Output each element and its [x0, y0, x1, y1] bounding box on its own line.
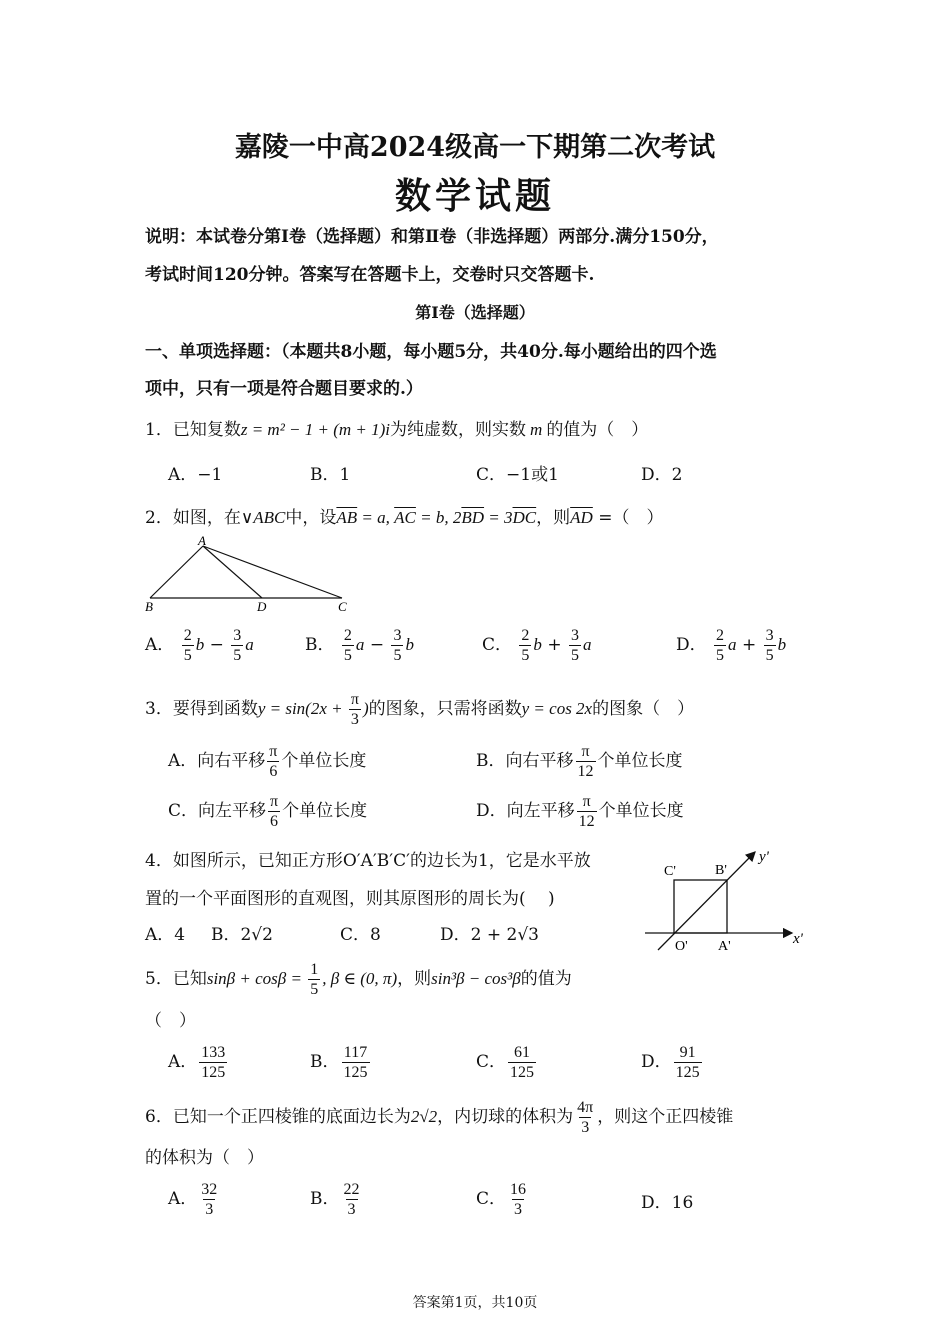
label-c-prime: C' [664, 864, 676, 879]
question-2-option-a: A． $\frac{2}{5}$ b − $\frac{3}{5}$ a [145, 627, 254, 664]
question-4-option-b: B．2√2 [211, 925, 273, 945]
question-5-option-b: B． $\frac{117}{125}$ [310, 1044, 368, 1081]
question-2-option-d: D． $\frac{2}{5}$ a + $\frac{3}{5}$ b [676, 627, 787, 664]
question-2-option-c: C． $\frac{2}{5}$ b + $\frac{3}{5}$ a [482, 627, 592, 664]
question-5-answer-paren: （ ） [145, 1011, 196, 1031]
question-5-option-a: A． $\frac{133}{125}$ [168, 1044, 226, 1081]
question-2-option-b: B． $\frac{2}{5}$ a − $\frac{3}{5}$ b [305, 627, 414, 664]
label-x-prime: x' [793, 931, 803, 947]
section-heading-line-2: 项中，只有一项是符合题目要求的.） [145, 379, 423, 399]
exam-title: 嘉陵一中高2024级高一下期第二次考试 [234, 132, 716, 163]
question-6-option-a: A． $\frac{32}{3}$ [168, 1181, 218, 1218]
question-6-stem-line-2: 的体积为（ ） [145, 1148, 264, 1168]
instructions-line-2: 考试时间120分钟。答案写在答题卡上，交卷时只交答题卡. [145, 265, 595, 285]
part-title: 第Ⅰ卷（选择题） [415, 303, 535, 322]
page-footer: 答案第1页，共10页 [412, 1295, 538, 1311]
label-o-prime: O' [675, 939, 688, 954]
point-label-c: C [338, 599, 347, 614]
question-2-stem: 2．如图，在∨ABC中，设$\overline{AB} = a$, $\overline{AC} = b$, $2\overline{BD} = 3\overline{DC}$，则$\overline{AD}$ =（ ） [145, 508, 664, 528]
question-4-stem-line-2: 置的一个平面图形的直观图，则其原图形的周长为( ) [145, 889, 555, 909]
label-b-prime: B' [715, 863, 727, 878]
question-4-option-c: C．8 [340, 925, 381, 945]
segment-ab [150, 546, 203, 598]
question-4-stem-line-1: 4．如图所示，已知正方形O′A′B′C′的边长为1，它是水平放 [145, 851, 591, 871]
point-label-d: D [257, 599, 267, 614]
question-1-option-b: B．1 [310, 465, 351, 485]
segment-ad [203, 546, 262, 598]
segment-ac [203, 546, 342, 598]
question-3-option-b: B．向右平移 $\frac{\pi}{12}$ 个单位长度 [476, 743, 683, 780]
section-heading-line-1: 一、单项选择题：（本题共8小题，每小题5分，共40分.每小题给出的四个选 [145, 342, 717, 362]
point-label-a: A [198, 536, 206, 548]
question-4-option-a: A．4 [145, 925, 186, 945]
question-6-stem: 6．已知一个正四棱锥的底面边长为2√2，内切球的体积为 $\frac{4\pi}{3}$ ，则这个正四棱锥 [145, 1099, 734, 1136]
question-4-option-d: D．2 + 2√3 [440, 925, 539, 945]
question-3-option-d: D．向左平移 $\frac{\pi}{12}$ 个单位长度 [476, 793, 684, 830]
question-6-option-b: B． $\frac{22}{3}$ [310, 1181, 360, 1218]
question-1-option-a: A．−1 [168, 465, 223, 485]
question-6-option-c: C． $\frac{16}{3}$ [476, 1181, 527, 1218]
label-y-prime: y' [759, 849, 769, 865]
question-1-option-d: D．2 [641, 465, 683, 485]
triangle-abc-figure [140, 536, 370, 616]
point-label-b: B [145, 599, 153, 614]
question-6-option-d: D．16 [641, 1193, 694, 1213]
question-3-option-a: A．向右平移 $\frac{\pi}{6}$ 个单位长度 [168, 743, 367, 780]
label-a-prime: A' [718, 939, 731, 954]
question-5-stem: 5．已知sinβ + cosβ = $\frac{1}{5}$ , β ∈ (0, π)，则sin³β − cos³β的值为 [145, 961, 572, 998]
exam-subtitle: 数学试题 [394, 175, 555, 217]
instructions-line-1: 说明：本试卷分第Ⅰ卷（选择题）和第Ⅱ卷（非选择题）两部分.满分150分， [145, 227, 719, 247]
question-3-stem: 3．要得到函数y = sin(2x + $\frac{\pi}{3}$ )的图象，只需将函数y = cos 2x的图象（ ） [145, 691, 695, 728]
oblique-square-figure [640, 842, 820, 962]
question-5-option-d: D． $\frac{91}{125}$ [641, 1044, 700, 1081]
question-1-stem: 1．已知复数z = m² − 1 + (m + 1)i为纯虚数，则实数 m 的值为（ ） [145, 420, 649, 440]
question-3-option-c: C．向左平移 $\frac{\pi}{6}$ 个单位长度 [168, 793, 368, 830]
question-1-option-c: C．−1或1 [476, 465, 559, 485]
question-5-option-c: C． $\frac{61}{125}$ [476, 1044, 535, 1081]
